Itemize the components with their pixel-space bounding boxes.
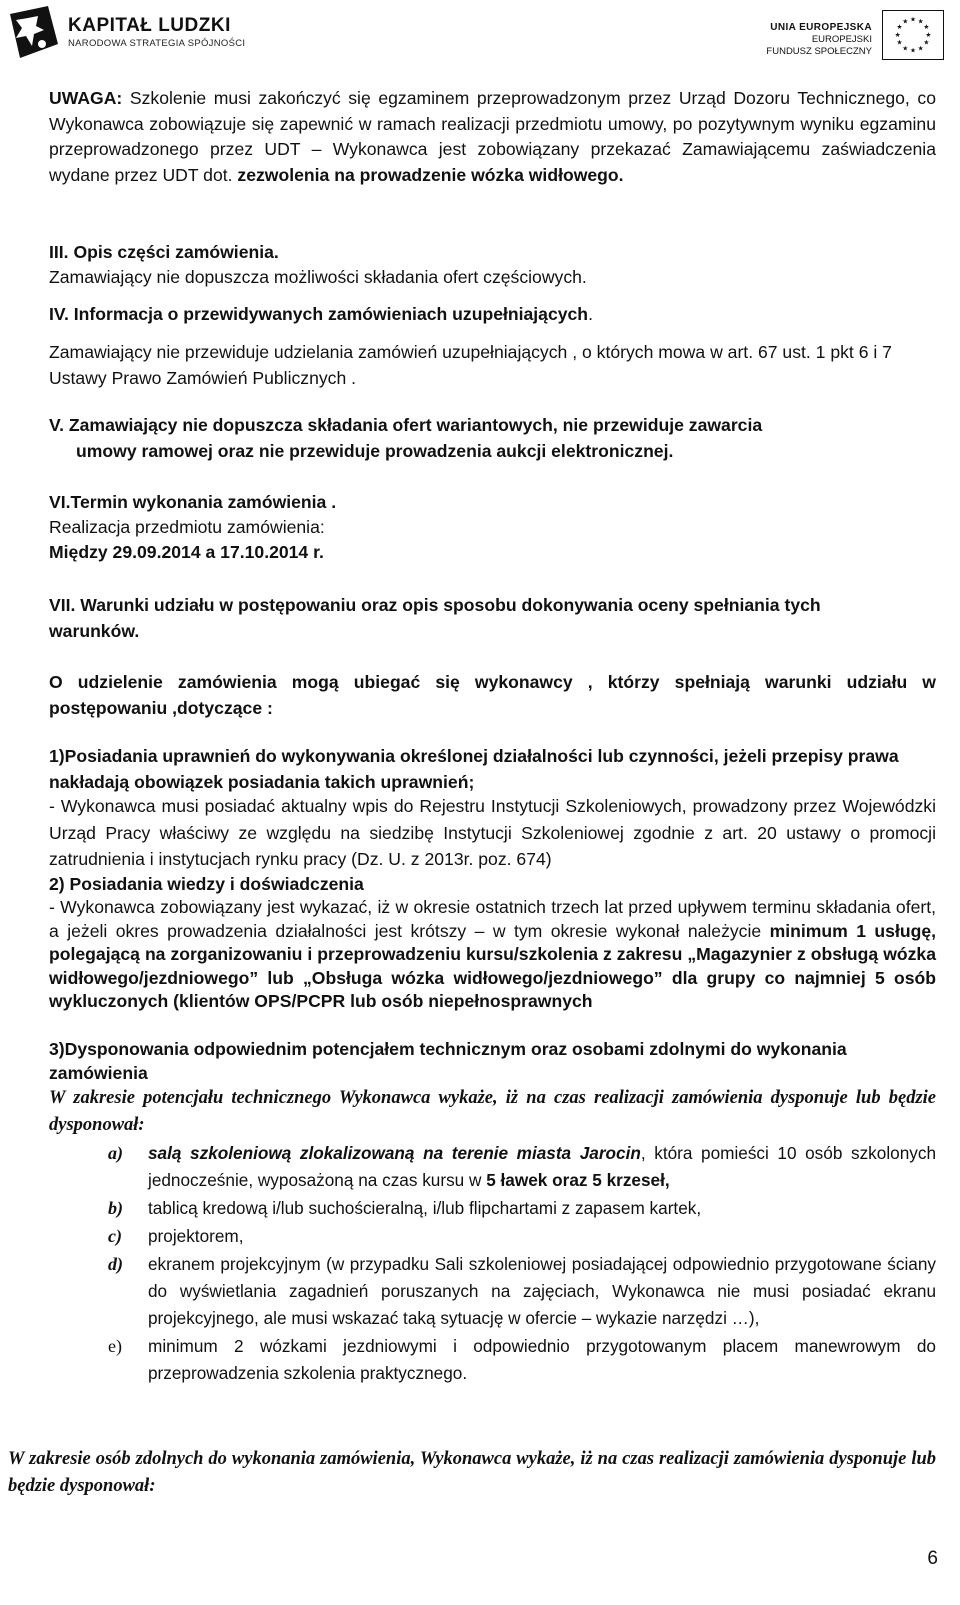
section5-line1: V. Zamawiający nie dopuszcza składania ofert wariantowych, nie przewiduje zawarcia [49,415,763,435]
page-number: 6 [927,1548,938,1569]
eu-line3: FUNDUSZ SPOŁECZNY [766,46,872,57]
section4-heading: IV. Informacja o przewidywanych zamówieniach uzupełniających [49,304,589,324]
eu-logo [766,10,944,60]
list-item [108,1333,936,1387]
kapital-ludzki-subtitle: NARODOWA STRATEGIA SPÓJNOŚCI [68,37,246,49]
condition2-paragraph [49,896,936,1014]
svg-text:★: ★ [909,15,917,24]
eu-line1: UNIA EUROPEJSKA [770,22,872,33]
svg-text:★: ★ [896,23,903,32]
list-marker: b) [108,1198,123,1218]
condition1-heading: 1)Posiadania uprawnień do wykonywania określonej działalności lub czynności, jeżeli przepisy prawa nakładają obowiązek posiadania takich uprawnień; [49,746,899,792]
list-marker: c) [108,1226,122,1246]
list-item-text: tablicą kredową i/lub suchościeralną, i/lub flipchartami z zapasem kartek, [148,1198,702,1218]
list-item [108,1223,936,1250]
condition2-bold: minimum 1 usługę, polegającą na zorganizowaniu i przeprowadzeniu kursu/szkolenia z zakresu „Magazynier z obsługą wózka widłowego/jezdniowego” lub „Obsługa wózka widłowego/jezdniowego” dla grupy co najmniej 5 osób wykluczonych (klientów OPS/PCPR lub osób niepełnosprawnych [49,920,936,1011]
uwaga-label: UWAGA: [49,88,123,108]
uwaga-paragraph [49,86,936,188]
list-marker: a) [108,1143,123,1163]
section7-intro: O udzielenie zamówienia mogą ubiegać się wykonawcy , którzy spełniają warunki udziału w postępowaniu ,dotyczące : [49,672,936,718]
kapital-ludzki-emblem-icon [8,4,60,60]
uwaga-text: Szkolenie musi zakończyć się egzaminem przeprowadzonym przez Urząd Dozoru Technicznego, co Wykonawca zobowiązuje się zapewnić w ramach realizacji przedmiotu umowy, po pozytywnym wyniku egzaminu przeprowadzonego przez UDT – Wykonawca jest zobowiązany przekazać Zamawiającemu zaświadczenia wydane przez UDT dot. [49,88,936,185]
condition3-heading: 3)Dysponowania odpowiednim potencjałem technicznym oraz osobami zdolnymi do wykonania zamówienia [49,1039,847,1083]
kapital-ludzki-title: KAPITAŁ LUDZKI [68,14,231,36]
list-item [108,1195,936,1222]
section3-text: Zamawiający nie dopuszcza możliwości składania ofert częściowych. [49,267,587,287]
list-item-bold-italic: salą szkoleniową zlokalizowaną na terenie miasta Jarocin [148,1143,641,1163]
list-item-text: , która pomieści 10 osób szkolonych jednocześnie, wyposażoną na czas kursu w [148,1143,937,1190]
list-item-text: projektorem, [148,1226,244,1246]
section7-heading: VII. Warunki udziału w postępowaniu oraz opis sposobu dokonywania oceny spełniania tych warunków. [49,595,821,641]
svg-text:★: ★ [925,30,932,39]
condition2-text: - Wykonawca zobowiązany jest wykazać, iż w okresie ostatnich trzech lat przed upływem terminu składania ofert, a jeżeli okres prowadzenia działalności jest krótszy – w tym okresie wykonał należycie [49,897,936,941]
svg-text:★: ★ [894,30,901,39]
list-item [108,1251,936,1332]
section4-heading-end: . [588,304,593,324]
kapital-ludzki-logo [8,4,245,60]
list-item-text: minimum 2 wózkami jezdniowymi i odpowiednio przygotowanym placem manewrowym do przeprowadzenia szkolenia praktycznego. [148,1336,936,1383]
section6-heading: VI.Termin wykonania zamówienia . [49,492,337,512]
list-marker: e) [108,1336,122,1356]
svg-text:★: ★ [902,44,909,53]
eu-flag-icon [882,10,944,60]
list-marker: d) [108,1254,123,1274]
list-item-bold: 5 ławek oraz 5 krzeseł, [486,1170,670,1190]
svg-text:★: ★ [902,17,909,26]
list-item-text: ekranem projekcyjnym (w przypadku Sali szkoleniowej posiadającej odpowiednio przygotowane ściany do wyświetlania zagadnień poruszanych na zajęciach, Wykonawca nie musi posiadać ekranu projekcyjnego, ale musi wskazać taką sytuację w ofercie – wykazie narzędzi …), [148,1254,936,1328]
section4-text: Zamawiający nie przewiduje udzielania zamówień uzupełniających , o których mowa w art. 67 ust. 1 pkt 6 i 7 Ustawy Prawo Zamówień Publicznych . [49,342,892,388]
condition2-heading: 2) Posiadania wiedzy i doświadczenia [49,874,364,894]
equipment-list [108,1140,936,1388]
svg-text:★: ★ [923,23,930,32]
svg-text:★: ★ [917,44,924,53]
list-item [108,1140,936,1194]
section6-dates: Między 29.09.2014 a 17.10.2014 r. [49,542,324,562]
section3-heading: III. Opis części zamówienia. [49,242,279,262]
section4-heading-line [49,302,936,328]
eu-line2: EUROPEJSKI [811,34,872,45]
section6-text: Realizacja przedmiotu zamówienia: [49,517,325,537]
svg-text:★: ★ [896,38,903,47]
condition1-text: - Wykonawca musi posiadać aktualny wpis do Rejestru Instytucji Szkoleniowych, prowadzony przez Wojewódzki Urząd Pracy właściwy ze względu na siedzibę Instytucji Szkoleniowej zgodnie z art. 20 ustawy o promocji zatrudnienia i instytucjach rynku pracy (Dz. U. z 2013r. poz. 674) [49,796,936,869]
svg-text:★: ★ [923,38,930,47]
svg-text:★: ★ [909,46,917,55]
condition3-intro: W zakresie potencjału technicznego Wykonawca wykaże, iż na czas realizacji zamówienia dysponuje lub będzie dysponował: [49,1088,936,1135]
uwaga-bold-end: zezwolenia na prowadzenie wózka widłowego. [237,164,624,185]
svg-text:★: ★ [917,17,924,26]
section5-line2: umowy ramowej oraz nie przewiduje prowadzenia aukcji elektronicznej. [76,441,674,461]
persons-intro: W zakresie osób zdolnych do wykonania zamówienia, Wykonawca wykaże, iż na czas realizacji zamówienia dysponuje lub będzie dysponował: [8,1449,936,1496]
